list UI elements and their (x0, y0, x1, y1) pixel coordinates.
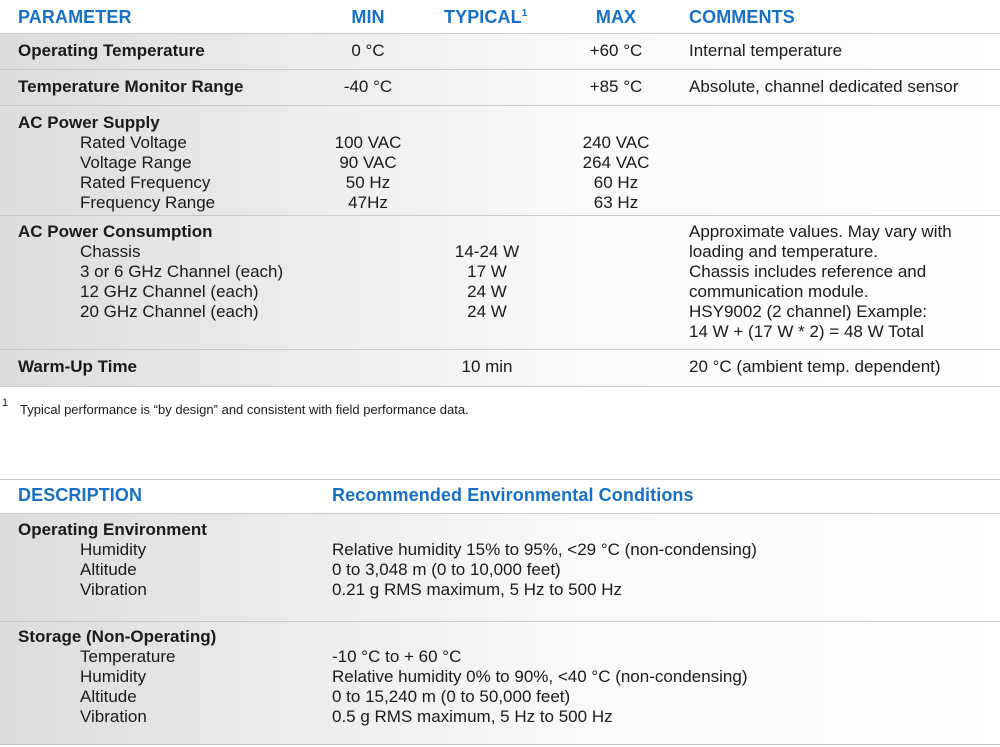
typical-value: 24 W (467, 302, 507, 321)
comment-line: loading and temperature. (689, 242, 879, 261)
sub-param-label: 3 or 6 GHz Channel (each) (80, 262, 284, 281)
max-value: 240 VAC (582, 133, 650, 152)
condition-label: Altitude (80, 560, 137, 579)
param-name: Warm-Up Time (18, 357, 138, 376)
sub-param-label: Voltage Range (80, 153, 192, 172)
row-divider (0, 386, 1000, 387)
sub-param-label: Rated Voltage (80, 133, 187, 152)
header-min: MIN (351, 7, 385, 27)
condition-label: Humidity (80, 667, 147, 686)
param-name: Temperature Monitor Range (18, 77, 244, 96)
condition-label: Vibration (80, 707, 147, 726)
comment-line: communication module. (689, 282, 869, 301)
group-title: Storage (Non-Operating) (18, 627, 217, 646)
comment-line: Chassis includes reference and (689, 262, 927, 281)
typical-value: 17 W (467, 262, 507, 281)
header-typical (444, 7, 527, 28)
condition-label: Humidity (80, 540, 147, 559)
max-value: 63 Hz (593, 193, 639, 212)
typical-value: 14-24 W (454, 242, 520, 261)
comment: Absolute, channel dedicated sensor (689, 77, 959, 96)
condition-value: Relative humidity 0% to 90%, <40 °C (non-condensing) (332, 667, 748, 686)
condition-value: 0 to 3,048 m (0 to 10,000 feet) (332, 560, 561, 579)
group-title: Operating Environment (18, 520, 207, 539)
min-value: 50 Hz (345, 173, 391, 192)
param-name: AC Power Supply (18, 113, 160, 132)
footnote-mark: 1 (2, 397, 9, 409)
condition-label: Altitude (80, 687, 137, 706)
header-typical-label: TYPICAL (444, 7, 522, 27)
condition-value: Relative humidity 15% to 95%, <29 °C (non-condensing) (332, 540, 757, 559)
row-divider (0, 744, 1000, 745)
condition-label: Vibration (80, 580, 147, 599)
header-conditions: Recommended Environmental Conditions (332, 485, 694, 505)
header-max: MAX (595, 7, 637, 27)
min-value: -40 °C (343, 77, 393, 96)
comment-line: Approximate values. May vary with (689, 222, 952, 241)
comment-line: 14 W + (17 W * 2) = 48 W Total (689, 322, 924, 341)
min-value: 100 VAC (334, 133, 402, 152)
condition-label: Temperature (80, 647, 176, 666)
sub-param-label: 20 GHz Channel (each) (80, 302, 259, 321)
max-value: +85 °C (589, 77, 643, 96)
max-value: 264 VAC (582, 153, 650, 172)
header-parameter: PARAMETER (18, 7, 132, 27)
table-top-divider (0, 479, 1000, 480)
footnote-text: Typical performance is “by design” and consistent with field performance data. (20, 402, 469, 417)
typical-value: 10 min (461, 357, 513, 376)
condition-value: 0 to 15,240 m (0 to 50,000 feet) (332, 687, 571, 706)
max-value: +60 °C (589, 41, 643, 60)
param-name: Operating Temperature (18, 41, 205, 60)
comment-line: HSY9002 (2 channel) Example: (689, 302, 928, 321)
header-typical-footnote-mark: 1 (521, 8, 528, 19)
comment: 20 °C (ambient temp. dependent) (689, 357, 941, 376)
sub-param-label: Frequency Range (80, 193, 216, 212)
comment: Internal temperature (689, 41, 843, 60)
sub-param-label: 12 GHz Channel (each) (80, 282, 259, 301)
condition-value: 0.21 g RMS maximum, 5 Hz to 500 Hz (332, 580, 623, 599)
min-value: 47Hz (348, 193, 388, 212)
sub-param-label: Chassis (80, 242, 141, 261)
max-value: 60 Hz (593, 173, 639, 192)
header-description: DESCRIPTION (18, 485, 143, 505)
typical-value: 24 W (467, 282, 507, 301)
param-name: AC Power Consumption (18, 222, 213, 241)
condition-value: 0.5 g RMS maximum, 5 Hz to 500 Hz (332, 707, 613, 726)
sub-param-label: Rated Frequency (80, 173, 211, 192)
min-value: 90 VAC (339, 153, 397, 172)
condition-value: -10 °C to + 60 °C (332, 647, 462, 666)
min-value: 0 °C (351, 41, 385, 60)
header-comments: COMMENTS (689, 7, 795, 27)
